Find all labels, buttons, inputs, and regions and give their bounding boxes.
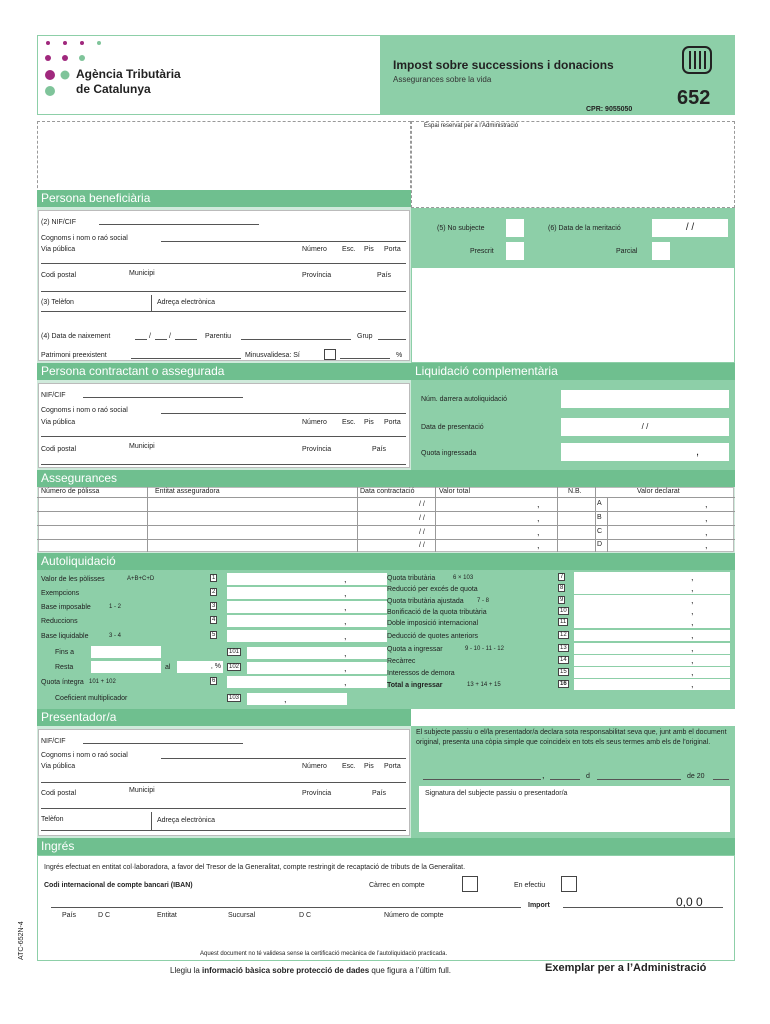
col-valor-total: Valor total — [439, 488, 470, 495]
presentador-provincia-label: Província — [302, 790, 332, 797]
beneficiaria-panel — [37, 207, 411, 363]
patrimoni-input[interactable] — [131, 358, 241, 359]
porta-label: Porta — [384, 246, 401, 253]
autoliquidacio-right — [387, 572, 733, 690]
box-101: 101 — [229, 649, 240, 655]
col-polissa: Número de pòlissa — [41, 488, 100, 495]
row4-valor-declarat[interactable]: , — [705, 540, 708, 550]
contractant-pis-label: Pis — [364, 419, 374, 426]
exempcions-label: Exempcions — [41, 590, 80, 597]
box-9: 9 — [560, 597, 564, 603]
box-5: 5 — [212, 632, 216, 638]
numero-label: Número — [302, 246, 327, 253]
quota-tributaria-formula: 6 × 103 — [453, 575, 474, 581]
row4-date[interactable]: / / — [419, 542, 425, 549]
input-7[interactable]: , — [574, 572, 730, 583]
reduccions-label: Reduccions — [41, 618, 78, 625]
input-6[interactable]: , — [227, 676, 387, 688]
autoliquidacio-panel — [37, 570, 735, 709]
iban-dc2-label: D C — [299, 912, 312, 919]
meritacio-label: (6) Data de la meritació — [548, 225, 621, 232]
col-entitat: Entitat asseguradora — [155, 488, 220, 495]
complementaria-panel — [411, 380, 735, 470]
input-15[interactable]: , — [574, 667, 730, 678]
minus-checkbox[interactable] — [324, 349, 336, 360]
complementaria-data-label: Data de presentació — [421, 424, 484, 431]
input-13[interactable]: , — [574, 643, 730, 654]
parcial-box[interactable] — [652, 242, 670, 260]
box-12: 12 — [560, 632, 567, 638]
contractant-esc-label: Esc. — [342, 419, 356, 426]
reserved-space-right — [411, 121, 735, 208]
declaracio-panel — [411, 726, 735, 838]
no-subjecte-label: (5) No subjecte — [437, 225, 485, 232]
pais-label: País — [377, 272, 392, 279]
parentiu-input[interactable] — [241, 339, 351, 340]
pct-label: % — [396, 352, 403, 359]
input-9[interactable]: , — [574, 595, 730, 606]
minus-pct-input[interactable] — [340, 358, 390, 359]
import-label: Import — [528, 902, 550, 909]
model-number: 652 — [677, 87, 711, 109]
naixement-slash-2: / — [169, 333, 171, 340]
base-liquidable-formula: 3 - 4 — [109, 633, 122, 639]
input-2[interactable]: , — [227, 587, 387, 599]
contractant-cp-input[interactable] — [41, 464, 406, 465]
row2-date[interactable]: / / — [419, 515, 425, 522]
input-11[interactable]: , — [574, 617, 730, 628]
box-10: 10 — [560, 608, 567, 614]
iban-pais-label: País — [62, 912, 77, 919]
presentador-cp-label: Codi postal — [41, 790, 77, 797]
efectiu-checkbox[interactable] — [561, 876, 577, 892]
day-input[interactable] — [550, 779, 580, 780]
contractant-municipi-label: Municipi — [129, 443, 155, 450]
presentador-telefon-input[interactable] — [41, 830, 406, 831]
input-8[interactable]: , — [574, 583, 730, 594]
box-1: 1 — [212, 575, 216, 581]
provincia-label: Província — [302, 272, 332, 279]
presentador-pis-label: Pis — [364, 763, 374, 770]
municipi-label: Municipi — [129, 270, 155, 277]
complementaria-num-input[interactable] — [561, 390, 729, 408]
section-presentador: Presentador/a — [37, 709, 411, 726]
box-6: 6 — [212, 678, 216, 684]
input-3[interactable]: , — [227, 601, 387, 613]
flags-blank — [411, 268, 735, 363]
row2-nb: B — [597, 514, 602, 521]
esc-label: Esc. — [342, 246, 356, 253]
telefon-label: (3) Telèfon — [41, 299, 74, 306]
presentador-email-label: Adreça electrònica — [157, 817, 215, 824]
contractant-panel — [37, 380, 411, 470]
cp-label: Codi postal — [41, 272, 77, 279]
iban-label: Codi internacional de compte bancari (IBAN) — [44, 882, 193, 889]
input-103[interactable]: , — [247, 693, 347, 705]
prescrit-label: Prescrit — [470, 248, 494, 255]
via-label: Via pública — [41, 246, 76, 253]
input-14[interactable]: , — [574, 655, 730, 666]
contractant-numero-label: Número — [302, 419, 327, 426]
coef-label: Coeficient multiplicador — [55, 695, 128, 702]
input-102[interactable]: , — [247, 662, 387, 674]
d-label: d — [586, 773, 590, 780]
total-ingressar-label: Total a ingressar — [387, 682, 443, 689]
quota-integra-formula: 101 + 102 — [89, 679, 116, 685]
valor-polisses-formula: A+B+C+D — [127, 576, 155, 582]
presentador-via-label: Via pública — [41, 763, 76, 770]
row1-date[interactable]: / / — [419, 501, 425, 508]
carrec-label: Càrrec en compte — [369, 882, 425, 889]
total-ingressar-formula: 13 + 14 + 15 — [467, 682, 501, 688]
ingres-panel — [37, 855, 735, 961]
section-assegurances: Assegurances — [37, 470, 735, 487]
email-label: Adreça electrònica — [157, 299, 215, 306]
cognoms-label: Cognoms i nom o raó social — [41, 235, 128, 242]
box-102: 102 — [229, 664, 240, 670]
section-autoliquidacio: Autoliquidació — [37, 553, 735, 570]
contractant-nif-input[interactable] — [83, 397, 243, 398]
declaracio-text: El subjecte passiu o el/la presentador/a declara sota responsabilitat seva que, junt amb el document original, presenta una còpia simple que coincideix en tots els seus termes amb els de l’original. — [416, 729, 727, 746]
presentador-panel — [37, 726, 411, 838]
complementaria-num-label: Núm. darrera autoliquidació — [421, 396, 507, 403]
input-10[interactable]: , — [574, 606, 730, 617]
recarrec-label: Recàrrec — [387, 658, 416, 665]
quota-ajustada-label: Quota tributària ajustada — [387, 598, 464, 605]
proteccio-text: Llegiu la informació bàsica sobre protecció de dades que figura a l’últim full. — [170, 966, 452, 975]
parcial-label: Parcial — [616, 248, 638, 255]
box-16: 16 — [560, 681, 567, 687]
fins-input[interactable] — [91, 646, 161, 658]
grup-input[interactable] — [378, 339, 406, 340]
prescrit-box[interactable] — [506, 242, 524, 260]
via-input[interactable] — [41, 263, 406, 264]
section-beneficiaria: Persona beneficiària — [37, 190, 411, 207]
place-comma: , — [542, 770, 545, 780]
row3-date[interactable]: / / — [419, 529, 425, 536]
assegurances-table — [37, 487, 735, 553]
box-4: 4 — [212, 617, 216, 623]
contractant-cognoms-label: Cognoms i nom o raó social — [41, 407, 128, 414]
agency-name: Agència Tributària — [76, 67, 181, 81]
section-contractant: Persona contractant o assegurada — [37, 363, 411, 380]
box-7: 7 — [560, 574, 564, 580]
efectiu-label: En efectiu — [514, 882, 546, 889]
bonificacio-label: Bonificació de la quota tributària — [387, 609, 487, 616]
iban-input[interactable] — [51, 907, 521, 908]
iban-entitat-label: Entitat — [157, 912, 177, 919]
contractant-cp-label: Codi postal — [41, 446, 77, 453]
al-label: al — [165, 664, 171, 671]
presentador-telefon-label: Telèfon — [41, 816, 64, 823]
cognoms-input[interactable] — [161, 241, 406, 242]
presentador-municipi-label: Municipi — [129, 787, 155, 794]
presentador-via-input[interactable] — [41, 782, 406, 783]
presentador-pais-label: País — [372, 790, 387, 797]
contractant-cognoms-input[interactable] — [161, 413, 406, 414]
form-code: ATC-652N-4 — [18, 921, 25, 960]
import-value: 0,0 0 — [676, 895, 703, 909]
box-11: 11 — [560, 619, 567, 625]
input-4[interactable]: , — [227, 615, 387, 627]
nif-input[interactable] — [99, 224, 259, 225]
row2-valor-declarat[interactable]: , — [705, 513, 708, 523]
box-3: 3 — [212, 603, 216, 609]
presentador-cognoms-label: Cognoms i nom o raó social — [41, 752, 128, 759]
valor-polisses-label: Valor de les pòlisses — [41, 576, 105, 583]
contractant-nif-label: NIF/CIF — [41, 392, 66, 399]
complementaria-quota-input[interactable]: , — [561, 443, 729, 461]
row3-valor[interactable]: , — [537, 527, 540, 537]
box-2: 2 — [212, 589, 216, 595]
quota-ajustada-formula: 7 - 8 — [477, 598, 490, 604]
quota-ingressar-formula: 9 - 10 - 11 - 12 — [465, 646, 504, 652]
nif-label: (2) NIF/CIF — [41, 219, 76, 226]
parentiu-label: Parentiu — [205, 333, 232, 340]
input-16[interactable]: , — [574, 679, 730, 690]
row4-nb: D — [597, 541, 603, 548]
naixement-slash: / — [149, 333, 151, 340]
quota-integra-label: Quota íntegra — [41, 679, 84, 686]
complementaria-quota-label: Quota ingressada — [421, 450, 477, 457]
quota-tributaria-label: Quota tributària — [387, 575, 436, 582]
row4-valor[interactable]: , — [537, 540, 540, 550]
page-subtitle: Assegurances sobre la vida — [393, 75, 492, 84]
iban-dc-label: D C — [98, 912, 111, 919]
section-complementaria: Liquidació complementària — [411, 363, 735, 380]
presentador-nif-label: NIF/CIF — [41, 738, 66, 745]
ingres-efectuat-text: Ingrés efectuat en entitat col·laboradora, a favor del Tresor de la Generalitat, compte restringit de recaptació de tributs de la Generalitat. — [44, 864, 466, 871]
deduccio-label: Deducció de quotes anteriors — [387, 633, 479, 640]
col-valor-declarat: Valor declarat — [637, 488, 680, 495]
box-14: 14 — [560, 657, 567, 663]
naixement-label: (4) Data de naixement — [41, 333, 111, 340]
col-nb: N.B. — [568, 488, 582, 495]
reserved-label: Espai reservat per a l’Administració — [424, 123, 519, 129]
telefon-input[interactable] — [41, 311, 406, 312]
row3-nb: C — [597, 528, 603, 535]
meritacio-input[interactable]: / / — [652, 219, 728, 237]
exemplar-label: Exemplar per a l’Administració — [545, 962, 707, 974]
base-liquidable-label: Base liquidable — [41, 633, 89, 640]
cp-input[interactable] — [41, 291, 406, 292]
fins-label: Fins a — [55, 649, 75, 656]
doble-imposicio-label: Doble imposició internacional — [387, 620, 479, 627]
de20-label: de 20 — [687, 773, 705, 780]
row1-nb: A — [597, 500, 602, 507]
contractant-via-input[interactable] — [41, 436, 406, 437]
box-15: 15 — [560, 669, 567, 675]
contractant-via-label: Via pública — [41, 419, 76, 426]
presentador-nif-input[interactable] — [83, 743, 243, 744]
input-1[interactable]: , — [227, 573, 387, 585]
row1-valor[interactable]: , — [537, 499, 540, 509]
page-title: Impost sobre successions i donacions — [393, 58, 614, 72]
complementaria-data-input[interactable]: / / — [561, 418, 729, 436]
resta-label: Resta — [55, 664, 74, 671]
resta-pct-input[interactable]: , % — [177, 661, 223, 673]
presentador-porta-label: Porta — [384, 763, 401, 770]
input-101[interactable]: , — [247, 647, 387, 659]
base-imposable-label: Base imposable — [41, 604, 91, 611]
reserved-space-left — [37, 121, 411, 193]
presentador-cp-input[interactable] — [41, 808, 406, 809]
validesa-text: Aquest document no té validesa sense la certificació mecànica de l’autoliquidació practicada. — [200, 951, 448, 957]
signatura-label: Signatura del subjecte passiu o presentador/a — [425, 790, 568, 797]
input-5[interactable]: , — [227, 630, 387, 642]
iban-compte-label: Número de compte — [384, 912, 444, 919]
carrec-checkbox[interactable] — [462, 876, 478, 892]
patrimoni-label: Patrimoni preexistent — [41, 352, 107, 359]
interessos-label: Interessos de demora — [387, 670, 455, 677]
row3-valor-declarat[interactable]: , — [705, 527, 708, 537]
minus-label: Minusvalidesa: Sí — [245, 352, 300, 359]
cpr-code: CPR: 9055050 — [586, 106, 633, 113]
quota-ingressar-label: Quota a ingressar — [387, 646, 443, 653]
row1-valor-declarat[interactable]: , — [705, 499, 708, 509]
presentador-cognoms-input[interactable] — [161, 758, 406, 759]
contractant-pais-label: País — [372, 446, 387, 453]
reduccio-exces-label: Reducció per excés de quota — [387, 586, 478, 593]
agency-logo-area — [37, 35, 381, 115]
iban-sucursal-label: Sucursal — [228, 912, 256, 919]
place-input[interactable] — [423, 779, 541, 780]
contractant-porta-label: Porta — [384, 419, 401, 426]
input-12[interactable]: , — [574, 630, 730, 641]
no-subjecte-box[interactable] — [506, 219, 524, 237]
row2-valor[interactable]: , — [537, 513, 540, 523]
pis-label: Pis — [364, 246, 374, 253]
resta-input[interactable] — [91, 661, 161, 673]
month-input[interactable] — [597, 779, 681, 780]
box-8: 8 — [560, 585, 564, 591]
grup-label: Grup — [357, 333, 373, 340]
year-input[interactable] — [713, 779, 729, 780]
presentador-esc-label: Esc. — [342, 763, 356, 770]
contractant-provincia-label: Província — [302, 446, 332, 453]
flags-panel — [411, 208, 735, 268]
generalitat-seal-icon — [681, 45, 713, 75]
box-13: 13 — [560, 645, 567, 651]
signatura-box[interactable] — [419, 786, 730, 832]
col-data: Data contractació — [360, 488, 415, 495]
section-ingres: Ingrés — [37, 838, 735, 855]
base-imposable-formula: 1 - 2 — [109, 604, 122, 610]
box-103: 103 — [229, 695, 240, 701]
agency-name-2: de Catalunya — [76, 82, 151, 96]
presentador-numero-label: Número — [302, 763, 327, 770]
header-title-panel — [381, 35, 735, 115]
